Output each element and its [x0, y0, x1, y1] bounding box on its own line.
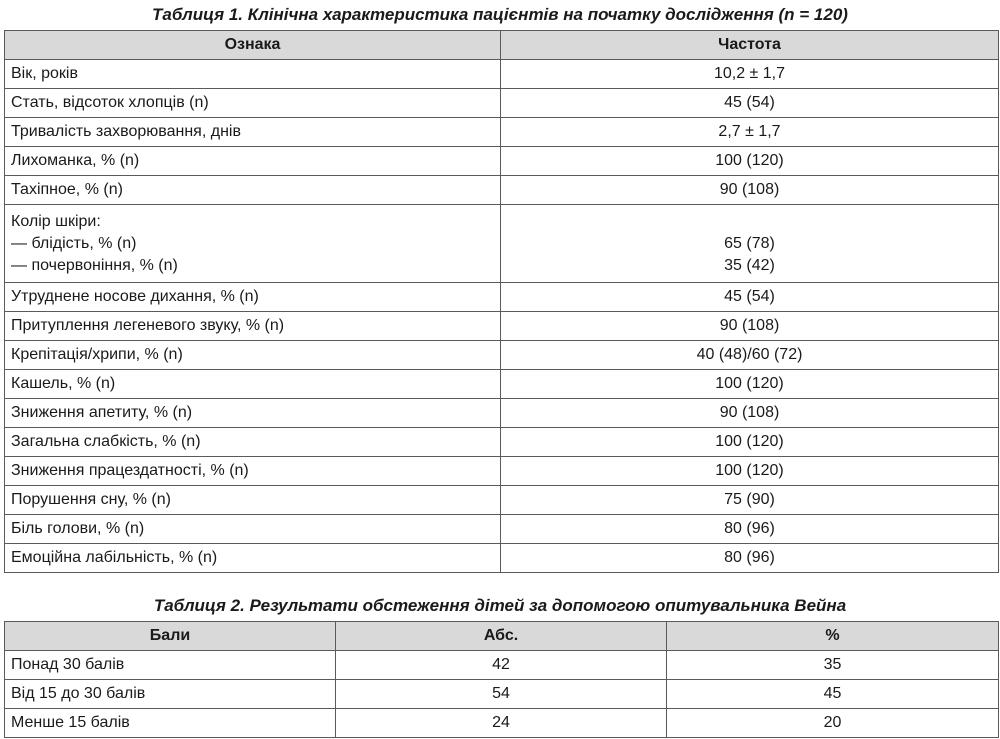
row-label: Кашель, % (n)	[5, 370, 501, 399]
table-row	[5, 341, 999, 370]
row-value: 80 (96)	[501, 515, 999, 544]
column-header-absolute: Абс.	[336, 622, 667, 651]
row-value: 45 (54)	[501, 89, 999, 118]
table-row	[5, 399, 999, 428]
row-label: Стать, відсоток хлопців (n)	[5, 89, 501, 118]
row-label: Від 15 до 30 балів	[5, 680, 336, 709]
column-header-frequency: Частота	[501, 31, 999, 60]
row-value: 100 (120)	[501, 457, 999, 486]
row-label: Біль голови, % (n)	[5, 515, 501, 544]
row-value: 90 (108)	[501, 399, 999, 428]
table-row	[5, 89, 999, 118]
row-abs-value: 24	[336, 709, 667, 738]
table-row	[5, 312, 999, 341]
table-row	[5, 486, 999, 515]
row-label: Тривалість захворювання, днів	[5, 118, 501, 147]
row-label: Менше 15 балів	[5, 709, 336, 738]
row-label: Загальна слабкість, % (n)	[5, 428, 501, 457]
row-value: 90 (108)	[501, 312, 999, 341]
row-value: 2,7 ± 1,7	[501, 118, 999, 147]
row-abs-value: 54	[336, 680, 667, 709]
row-value: 40 (48)/60 (72)	[501, 341, 999, 370]
table-header-row	[5, 31, 999, 60]
table-row	[5, 709, 999, 738]
table-row	[5, 283, 999, 312]
table-row	[5, 118, 999, 147]
row-value: 75 (90)	[501, 486, 999, 515]
sub-row-value: 65 (78)	[724, 235, 775, 252]
row-percent-value: 35	[667, 651, 999, 680]
table-header-row	[5, 622, 999, 651]
row-value: 45 (54)	[501, 283, 999, 312]
row-label: Понад 30 балів	[5, 651, 336, 680]
table2-caption: Таблиця 2. Результати обстеження дітей за допомогою опитувальника Вейна	[153, 596, 847, 615]
row-label: Лихоманка, % (n)	[5, 147, 501, 176]
row-value: 100 (120)	[501, 147, 999, 176]
column-header-feature: Ознака	[5, 31, 501, 60]
table-row-skin-color	[5, 205, 999, 283]
row-value: 10,2 ± 1,7	[501, 60, 999, 89]
sub-row-label: — блідість, % (n)	[11, 235, 137, 252]
row-value: 80 (96)	[501, 544, 999, 573]
sub-row-value: 35 (42)	[724, 257, 775, 274]
row-label: Колір шкіри:	[11, 213, 101, 230]
clinical-characteristics-table	[4, 30, 999, 573]
table-row	[5, 544, 999, 573]
row-label: Вік, років	[5, 60, 501, 89]
row-label: Зниження працездатності, % (n)	[5, 457, 501, 486]
table-row	[5, 428, 999, 457]
table-row	[5, 60, 999, 89]
table-row	[5, 515, 999, 544]
sub-row-label: — почервоніння, % (n)	[11, 257, 178, 274]
row-percent-value: 20	[667, 709, 999, 738]
row-label: Тахіпное, % (n)	[5, 176, 501, 205]
row-value-group	[501, 205, 999, 283]
column-header-score: Бали	[5, 622, 336, 651]
table-row	[5, 147, 999, 176]
wein-questionnaire-results-table	[4, 621, 999, 738]
row-value: 100 (120)	[501, 428, 999, 457]
row-label: Крепітація/хрипи, % (n)	[5, 341, 501, 370]
table-row	[5, 651, 999, 680]
row-value: 100 (120)	[501, 370, 999, 399]
row-value: 90 (108)	[501, 176, 999, 205]
table-row	[5, 680, 999, 709]
row-label: Порушення сну, % (n)	[5, 486, 501, 515]
column-header-percent: %	[667, 622, 999, 651]
row-label: Зниження апетиту, % (n)	[5, 399, 501, 428]
table1-caption: Таблиця 1. Клінічна характеристика пацієнтів на початку дослідження (n = 120)	[152, 5, 848, 24]
row-label-group	[5, 205, 501, 283]
row-label: Притуплення легеневого звуку, % (n)	[5, 312, 501, 341]
row-label: Утруднене носове дихання, % (n)	[5, 283, 501, 312]
table-row	[5, 176, 999, 205]
row-percent-value: 45	[667, 680, 999, 709]
table-row	[5, 457, 999, 486]
row-label: Емоційна лабільність, % (n)	[5, 544, 501, 573]
table-row	[5, 370, 999, 399]
row-abs-value: 42	[336, 651, 667, 680]
